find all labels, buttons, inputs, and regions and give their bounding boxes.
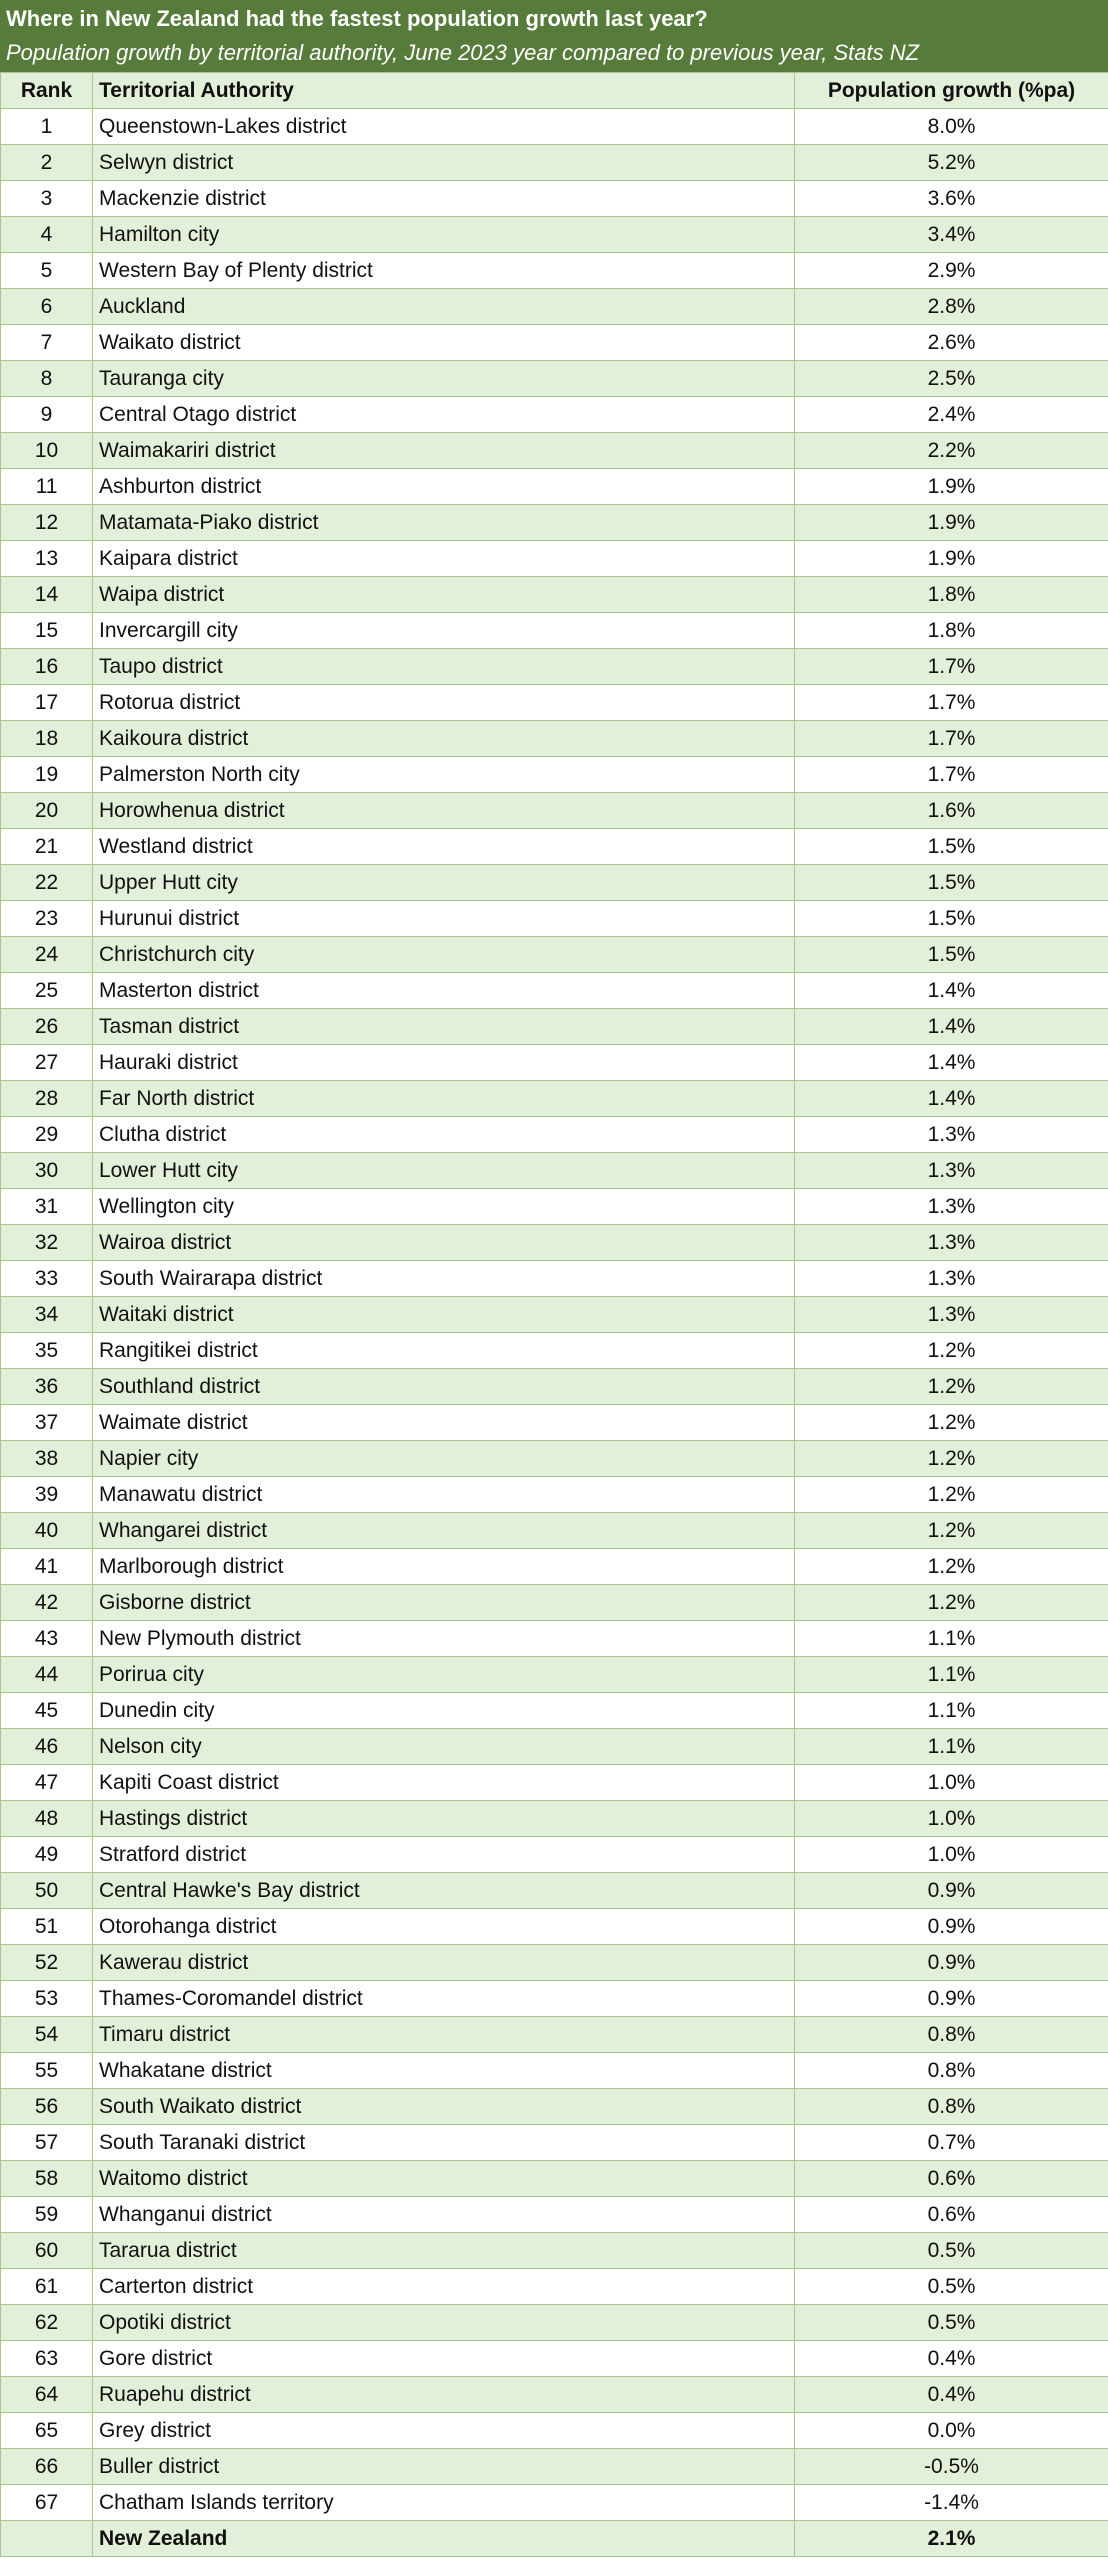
table-row	[1, 145, 1108, 181]
rank-cell: 21	[1, 829, 93, 865]
rank-cell: 12	[1, 505, 93, 541]
population-growth-cell: 1.1%	[795, 1621, 1108, 1657]
table-row	[1, 325, 1108, 361]
population-growth-cell: 0.5%	[795, 2233, 1108, 2269]
rank-cell: 52	[1, 1945, 93, 1981]
total-rank-cell	[1, 2521, 93, 2557]
table-body	[1, 109, 1108, 2521]
territorial-authority-cell: South Waikato district	[93, 2089, 795, 2125]
territorial-authority-cell: South Wairarapa district	[93, 1261, 795, 1297]
territorial-authority-cell: Selwyn district	[93, 145, 795, 181]
table-row	[1, 1909, 1108, 1945]
table-row	[1, 613, 1108, 649]
table-row	[1, 469, 1108, 505]
rank-cell: 51	[1, 1909, 93, 1945]
territorial-authority-cell: Waimakariri district	[93, 433, 795, 469]
table-row	[1, 361, 1108, 397]
rank-cell: 4	[1, 217, 93, 253]
table-row	[1, 433, 1108, 469]
population-growth-cell: 2.8%	[795, 289, 1108, 325]
rank-cell: 20	[1, 793, 93, 829]
territorial-authority-cell: Porirua city	[93, 1657, 795, 1693]
population-growth-cell: 0.7%	[795, 2125, 1108, 2161]
rank-cell: 26	[1, 1009, 93, 1045]
territorial-authority-cell: Wellington city	[93, 1189, 795, 1225]
population-growth-cell: 1.3%	[795, 1117, 1108, 1153]
population-growth-cell: 1.5%	[795, 901, 1108, 937]
rank-cell: 53	[1, 1981, 93, 2017]
population-growth-cell: 2.6%	[795, 325, 1108, 361]
territorial-authority-cell: Rotorua district	[93, 685, 795, 721]
population-growth-cell: 1.7%	[795, 721, 1108, 757]
rank-cell: 56	[1, 2089, 93, 2125]
table-row	[1, 1621, 1108, 1657]
rank-cell: 35	[1, 1333, 93, 1369]
territorial-authority-cell: Rangitikei district	[93, 1333, 795, 1369]
table-row	[1, 217, 1108, 253]
table-row	[1, 2161, 1108, 2197]
territorial-authority-cell: Chatham Islands territory	[93, 2485, 795, 2521]
table-row	[1, 1549, 1108, 1585]
population-growth-cell: 2.4%	[795, 397, 1108, 433]
territorial-authority-cell: Stratford district	[93, 1837, 795, 1873]
rank-cell: 25	[1, 973, 93, 1009]
population-growth-cell: 0.9%	[795, 1945, 1108, 1981]
table-row	[1, 2413, 1108, 2449]
rank-cell: 50	[1, 1873, 93, 1909]
population-growth-cell: 1.7%	[795, 685, 1108, 721]
table-row	[1, 1261, 1108, 1297]
population-growth-cell: 0.6%	[795, 2161, 1108, 2197]
column-header-population-growth: Population growth (%pa)	[795, 73, 1108, 109]
rank-cell: 67	[1, 2485, 93, 2521]
table-row	[1, 1945, 1108, 1981]
territorial-authority-cell: Westland district	[93, 829, 795, 865]
rank-cell: 64	[1, 2377, 93, 2413]
territorial-authority-cell: Marlborough district	[93, 1549, 795, 1585]
territorial-authority-cell: Gore district	[93, 2341, 795, 2377]
rank-cell: 6	[1, 289, 93, 325]
table-row	[1, 2449, 1108, 2485]
population-growth-cell: 3.4%	[795, 217, 1108, 253]
population-growth-cell: 2.5%	[795, 361, 1108, 397]
population-growth-cell: 1.9%	[795, 505, 1108, 541]
table-subtitle: Population growth by territorial authority, June 2023 year compared to previous year, Stats NZ	[6, 40, 920, 65]
population-growth-cell: 0.5%	[795, 2269, 1108, 2305]
population-growth-cell: 1.3%	[795, 1225, 1108, 1261]
territorial-authority-cell: Hamilton city	[93, 217, 795, 253]
territorial-authority-cell: Central Otago district	[93, 397, 795, 433]
territorial-authority-cell: Hauraki district	[93, 1045, 795, 1081]
table-row	[1, 829, 1108, 865]
rank-cell: 43	[1, 1621, 93, 1657]
territorial-authority-cell: Kawerau district	[93, 1945, 795, 1981]
population-growth-cell: 1.2%	[795, 1513, 1108, 1549]
population-growth-cell: 1.4%	[795, 1009, 1108, 1045]
rank-cell: 36	[1, 1369, 93, 1405]
population-growth-cell: 1.2%	[795, 1405, 1108, 1441]
table-row	[1, 721, 1108, 757]
table-row	[1, 1441, 1108, 1477]
table-row	[1, 181, 1108, 217]
population-growth-cell: 1.2%	[795, 1549, 1108, 1585]
total-growth-cell: 2.1%	[795, 2521, 1108, 2557]
territorial-authority-cell: Tauranga city	[93, 361, 795, 397]
territorial-authority-cell: Lower Hutt city	[93, 1153, 795, 1189]
rank-cell: 65	[1, 2413, 93, 2449]
table-row	[1, 397, 1108, 433]
table-row	[1, 1189, 1108, 1225]
population-growth-cell: 1.4%	[795, 1081, 1108, 1117]
territorial-authority-cell: Waimate district	[93, 1405, 795, 1441]
table-row	[1, 1405, 1108, 1441]
rank-cell: 29	[1, 1117, 93, 1153]
rank-cell: 48	[1, 1801, 93, 1837]
territorial-authority-cell: Tararua district	[93, 2233, 795, 2269]
territorial-authority-cell: Waikato district	[93, 325, 795, 361]
table-row	[1, 1153, 1108, 1189]
territorial-authority-cell: Hurunui district	[93, 901, 795, 937]
rank-cell: 16	[1, 649, 93, 685]
territorial-authority-cell: Ruapehu district	[93, 2377, 795, 2413]
table-row	[1, 793, 1108, 829]
rank-cell: 37	[1, 1405, 93, 1441]
rank-cell: 31	[1, 1189, 93, 1225]
table-row	[1, 1297, 1108, 1333]
table-row	[1, 1729, 1108, 1765]
territorial-authority-cell: Palmerston North city	[93, 757, 795, 793]
territorial-authority-cell: Taupo district	[93, 649, 795, 685]
territorial-authority-cell: Western Bay of Plenty district	[93, 253, 795, 289]
rank-cell: 61	[1, 2269, 93, 2305]
rank-cell: 22	[1, 865, 93, 901]
territorial-authority-cell: Carterton district	[93, 2269, 795, 2305]
rank-cell: 14	[1, 577, 93, 613]
population-growth-cell: 1.5%	[795, 865, 1108, 901]
territorial-authority-cell: Kapiti Coast district	[93, 1765, 795, 1801]
table-row	[1, 757, 1108, 793]
population-growth-cell: 1.7%	[795, 757, 1108, 793]
table-row	[1, 1513, 1108, 1549]
territorial-authority-cell: Upper Hutt city	[93, 865, 795, 901]
territorial-authority-cell: Opotiki district	[93, 2305, 795, 2341]
population-growth-cell: 1.7%	[795, 649, 1108, 685]
territorial-authority-cell: Dunedin city	[93, 1693, 795, 1729]
table-row	[1, 253, 1108, 289]
territorial-authority-cell: Central Hawke's Bay district	[93, 1873, 795, 1909]
rank-cell: 40	[1, 1513, 93, 1549]
rank-cell: 3	[1, 181, 93, 217]
population-growth-cell: 0.9%	[795, 1873, 1108, 1909]
table-row	[1, 2053, 1108, 2089]
population-growth-cell: 1.3%	[795, 1261, 1108, 1297]
territorial-authority-cell: Otorohanga district	[93, 1909, 795, 1945]
table-row	[1, 2269, 1108, 2305]
territorial-authority-cell: Kaipara district	[93, 541, 795, 577]
table-row	[1, 865, 1108, 901]
territorial-authority-cell: South Taranaki district	[93, 2125, 795, 2161]
table-row	[1, 1981, 1108, 2017]
population-growth-cell: 0.9%	[795, 1909, 1108, 1945]
table-row	[1, 649, 1108, 685]
territorial-authority-cell: Whakatane district	[93, 2053, 795, 2089]
rank-cell: 1	[1, 109, 93, 145]
population-growth-cell: 1.2%	[795, 1477, 1108, 1513]
column-header-row	[1, 73, 1108, 109]
population-growth-cell: 1.9%	[795, 541, 1108, 577]
population-growth-cell: 0.4%	[795, 2377, 1108, 2413]
territorial-authority-cell: Ashburton district	[93, 469, 795, 505]
table-row	[1, 541, 1108, 577]
rank-cell: 47	[1, 1765, 93, 1801]
territorial-authority-cell: Whanganui district	[93, 2197, 795, 2233]
territorial-authority-cell: Hastings district	[93, 1801, 795, 1837]
table-row	[1, 685, 1108, 721]
table-row	[1, 937, 1108, 973]
rank-cell: 5	[1, 253, 93, 289]
rank-cell: 59	[1, 2197, 93, 2233]
population-growth-cell: 1.4%	[795, 973, 1108, 1009]
population-growth-cell: 1.0%	[795, 1765, 1108, 1801]
population-growth-cell: 1.2%	[795, 1585, 1108, 1621]
table-row	[1, 577, 1108, 613]
rank-cell: 57	[1, 2125, 93, 2161]
column-header-rank: Rank	[1, 73, 93, 109]
rank-cell: 55	[1, 2053, 93, 2089]
table-row	[1, 1477, 1108, 1513]
rank-cell: 13	[1, 541, 93, 577]
table-row	[1, 2197, 1108, 2233]
rank-cell: 7	[1, 325, 93, 361]
table-row	[1, 1333, 1108, 1369]
rank-cell: 44	[1, 1657, 93, 1693]
territorial-authority-cell: Invercargill city	[93, 613, 795, 649]
population-growth-cell: 1.3%	[795, 1297, 1108, 1333]
territorial-authority-cell: Christchurch city	[93, 937, 795, 973]
territorial-authority-cell: Manawatu district	[93, 1477, 795, 1513]
territorial-authority-cell: New Plymouth district	[93, 1621, 795, 1657]
rank-cell: 17	[1, 685, 93, 721]
population-growth-cell: 1.3%	[795, 1189, 1108, 1225]
population-growth-cell: 1.2%	[795, 1369, 1108, 1405]
table-row	[1, 1693, 1108, 1729]
population-growth-cell: 1.5%	[795, 829, 1108, 865]
rank-cell: 66	[1, 2449, 93, 2485]
table-row	[1, 1585, 1108, 1621]
population-growth-cell: 0.4%	[795, 2341, 1108, 2377]
rank-cell: 39	[1, 1477, 93, 1513]
table-row	[1, 1657, 1108, 1693]
population-growth-cell: 1.2%	[795, 1441, 1108, 1477]
rank-cell: 18	[1, 721, 93, 757]
territorial-authority-cell: Horowhenua district	[93, 793, 795, 829]
table-row	[1, 1045, 1108, 1081]
table-row	[1, 289, 1108, 325]
territorial-authority-cell: Gisborne district	[93, 1585, 795, 1621]
rank-cell: 9	[1, 397, 93, 433]
table-row	[1, 1873, 1108, 1909]
table-row	[1, 2305, 1108, 2341]
rank-cell: 11	[1, 469, 93, 505]
rank-cell: 10	[1, 433, 93, 469]
population-growth-cell: 2.2%	[795, 433, 1108, 469]
rank-cell: 49	[1, 1837, 93, 1873]
population-growth-cell: 0.9%	[795, 1981, 1108, 2017]
table-row	[1, 2485, 1108, 2521]
territorial-authority-cell: Waitaki district	[93, 1297, 795, 1333]
table-row	[1, 1801, 1108, 1837]
territorial-authority-cell: Waitomo district	[93, 2161, 795, 2197]
rank-cell: 45	[1, 1693, 93, 1729]
table-row	[1, 2233, 1108, 2269]
population-growth-cell: 1.0%	[795, 1837, 1108, 1873]
table-row	[1, 109, 1108, 145]
population-growth-cell: 1.8%	[795, 613, 1108, 649]
table-row	[1, 1081, 1108, 1117]
rank-cell: 54	[1, 2017, 93, 2053]
territorial-authority-cell: Tasman district	[93, 1009, 795, 1045]
table-row	[1, 1765, 1108, 1801]
territorial-authority-cell: Napier city	[93, 1441, 795, 1477]
table-header-banner	[0, 0, 1108, 72]
population-growth-cell: 1.0%	[795, 1801, 1108, 1837]
rank-cell: 8	[1, 361, 93, 397]
population-growth-cell: 1.4%	[795, 1045, 1108, 1081]
table-row	[1, 2125, 1108, 2161]
territorial-authority-cell: Timaru district	[93, 2017, 795, 2053]
population-growth-cell: 2.9%	[795, 253, 1108, 289]
territorial-authority-cell: Matamata-Piako district	[93, 505, 795, 541]
table-row	[1, 1117, 1108, 1153]
table-row	[1, 1009, 1108, 1045]
rank-cell: 2	[1, 145, 93, 181]
rank-cell: 60	[1, 2233, 93, 2269]
table-row	[1, 1369, 1108, 1405]
rank-cell: 19	[1, 757, 93, 793]
population-growth-cell: 1.3%	[795, 1153, 1108, 1189]
rank-cell: 24	[1, 937, 93, 973]
table-row	[1, 2017, 1108, 2053]
territorial-authority-cell: Kaikoura district	[93, 721, 795, 757]
population-growth-cell: 1.1%	[795, 1693, 1108, 1729]
rank-cell: 23	[1, 901, 93, 937]
population-growth-cell: 0.5%	[795, 2305, 1108, 2341]
territorial-authority-cell: Masterton district	[93, 973, 795, 1009]
territorial-authority-cell: Queenstown-Lakes district	[93, 109, 795, 145]
population-growth-cell: 0.0%	[795, 2413, 1108, 2449]
population-growth-cell: 3.6%	[795, 181, 1108, 217]
rank-cell: 28	[1, 1081, 93, 1117]
population-growth-cell: 8.0%	[795, 109, 1108, 145]
rank-cell: 46	[1, 1729, 93, 1765]
total-name-cell: New Zealand	[93, 2521, 795, 2557]
table-title: Where in New Zealand had the fastest population growth last year?	[6, 6, 708, 31]
population-growth-cell: -0.5%	[795, 2449, 1108, 2485]
rank-cell: 32	[1, 1225, 93, 1261]
territorial-authority-cell: Whangarei district	[93, 1513, 795, 1549]
territorial-authority-cell: Buller district	[93, 2449, 795, 2485]
rank-cell: 30	[1, 1153, 93, 1189]
rank-cell: 38	[1, 1441, 93, 1477]
table-row	[1, 973, 1108, 1009]
table-row	[1, 505, 1108, 541]
rank-cell: 42	[1, 1585, 93, 1621]
population-growth-cell: 0.8%	[795, 2017, 1108, 2053]
rank-cell: 34	[1, 1297, 93, 1333]
population-growth-cell: 0.6%	[795, 2197, 1108, 2233]
territorial-authority-cell: Southland district	[93, 1369, 795, 1405]
population-growth-cell: -1.4%	[795, 2485, 1108, 2521]
table-row	[1, 2377, 1108, 2413]
population-growth-cell: 1.1%	[795, 1729, 1108, 1765]
population-growth-table	[0, 72, 1108, 2557]
population-growth-cell: 1.6%	[795, 793, 1108, 829]
rank-cell: 41	[1, 1549, 93, 1585]
territorial-authority-cell: Nelson city	[93, 1729, 795, 1765]
table-row	[1, 2089, 1108, 2125]
territorial-authority-cell: Waipa district	[93, 577, 795, 613]
territorial-authority-cell: Grey district	[93, 2413, 795, 2449]
column-header-territorial-authority: Territorial Authority	[93, 73, 795, 109]
table-row	[1, 1837, 1108, 1873]
table-row	[1, 2341, 1108, 2377]
territorial-authority-cell: Auckland	[93, 289, 795, 325]
territorial-authority-cell: Wairoa district	[93, 1225, 795, 1261]
population-growth-cell: 1.9%	[795, 469, 1108, 505]
rank-cell: 63	[1, 2341, 93, 2377]
population-growth-cell: 0.8%	[795, 2053, 1108, 2089]
population-growth-cell: 1.8%	[795, 577, 1108, 613]
rank-cell: 33	[1, 1261, 93, 1297]
rank-cell: 58	[1, 2161, 93, 2197]
territorial-authority-cell: Far North district	[93, 1081, 795, 1117]
territorial-authority-cell: Clutha district	[93, 1117, 795, 1153]
population-growth-cell: 0.8%	[795, 2089, 1108, 2125]
population-growth-cell: 1.2%	[795, 1333, 1108, 1369]
rank-cell: 27	[1, 1045, 93, 1081]
table-row	[1, 901, 1108, 937]
population-growth-cell: 1.5%	[795, 937, 1108, 973]
table-row	[1, 1225, 1108, 1261]
rank-cell: 62	[1, 2305, 93, 2341]
total-row	[1, 2521, 1108, 2557]
population-growth-cell: 5.2%	[795, 145, 1108, 181]
territorial-authority-cell: Mackenzie district	[93, 181, 795, 217]
territorial-authority-cell: Thames-Coromandel district	[93, 1981, 795, 2017]
rank-cell: 15	[1, 613, 93, 649]
population-growth-cell: 1.1%	[795, 1657, 1108, 1693]
